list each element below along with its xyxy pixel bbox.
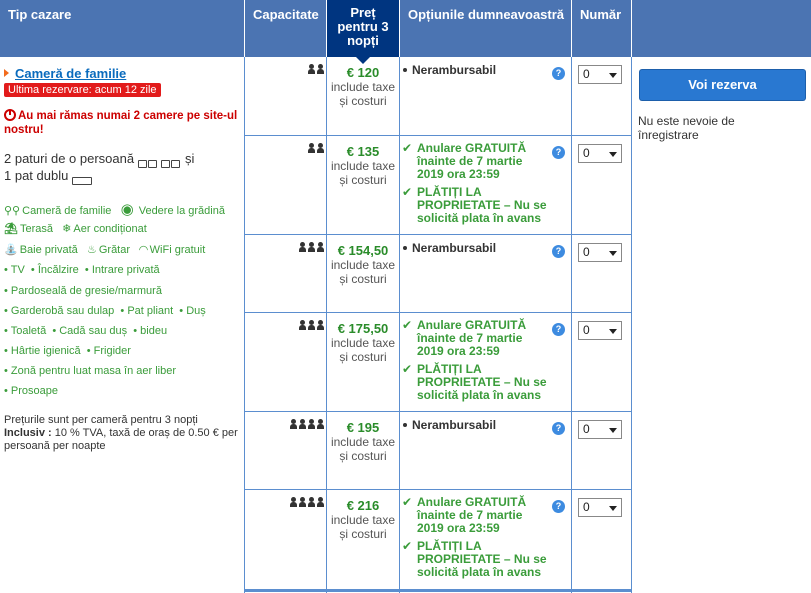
person-icon [317,419,324,428]
price-tax-note: include taxe și costuri [330,159,396,187]
help-icon[interactable]: ? [552,67,565,80]
options-cell [402,63,552,77]
check-icon: ✔ [402,185,413,199]
feature-row: • Garderobă sau dulap • Pat pliant • Duș [4,305,206,317]
select-value: 0 [583,146,590,160]
beds-double-text: 1 pat dublu [4,168,69,183]
pay-at-property-text: PLĂTIȚI LA PROPRIETATE – Nu se solicită plata în avans [417,185,547,225]
double-bed-icon [72,172,93,182]
feature-row: • Hârtie igienică • Frigider [4,345,131,357]
price-cell [327,420,399,463]
check-icon: ✔ [402,318,413,332]
option-pay-at-property [402,363,552,402]
capacity-icons [297,320,324,329]
options-cell [402,319,552,407]
option-free-cancellation [402,496,552,535]
price-tax-note: include taxe și costuri [330,258,396,286]
feature-row: • Zonă pentru luat masa în aer liber [4,365,177,377]
price-amount: € 195 [346,420,380,435]
no-registration-note: Nu este nevoie de înregistrare [638,114,735,142]
grill-icon: ♨ [86,244,97,256]
feature-wifi: WiFi gratuit [149,244,206,256]
price-amount: € 135 [346,144,380,159]
check-icon: ✔ [402,141,413,155]
price-cell [327,498,399,541]
feature-outdoor-dining: Zonă pentru luat masa în aer liber [10,365,177,377]
person-icon [290,419,297,428]
person-icon [299,419,306,428]
table-row [245,313,631,412]
select-value: 0 [583,422,590,436]
feature-terrace: Terasă [19,223,53,235]
option-nonrefundable: Nerambursabil [402,418,552,432]
help-icon[interactable]: ? [552,323,565,336]
room-name-link[interactable] [4,66,126,81]
person-icon [308,64,315,73]
feature-grill: Grătar [98,244,131,256]
price-amount: € 154,50 [337,243,389,258]
feature-heating: Încălzire [37,264,79,276]
pricing-note-text: Prețurile sunt per cameră pentru 3 nopți [4,414,198,426]
person-icon [308,419,315,428]
reserve-button[interactable]: Voi rezerva [640,70,805,100]
header-spacer [632,0,811,57]
header-capacitate: Capacitate [245,0,326,57]
room-count-select[interactable] [578,243,622,262]
caret-right-icon [4,69,9,77]
chevron-down-icon [609,428,617,433]
table-row [245,490,631,589]
person-icon [317,242,324,251]
room-count-select[interactable] [578,420,622,439]
option-pay-at-property [402,186,552,225]
snowflake-icon: ❄ [62,223,72,235]
bath-icon: ⛲ [4,244,18,256]
clock-icon [4,109,16,121]
feature-row: • TV • Încălzire • Intrare privată [4,264,160,276]
chevron-down-icon [609,152,617,157]
person-icon [290,497,297,506]
price-tax-note: include taxe și costuri [330,435,396,463]
price-cell [327,243,399,286]
bed-configuration [4,150,194,184]
table-bottom-border [245,589,631,592]
table-row [245,57,631,136]
room-count-select[interactable] [578,65,622,84]
header-numar: Număr [572,0,631,57]
price-cell [327,144,399,187]
free-cancel-text: Anulare GRATUITĂ înainte de 7 martie 2019 ora 23:59 [417,495,527,535]
person-icon [317,320,324,329]
table-row [245,235,631,313]
header-pret[interactable]: Preț pentru 3 nopți [327,0,399,57]
column-divider [631,57,632,593]
capacity-icons [288,497,324,506]
price-cell [327,321,399,364]
feature-wardrobe: Garderobă sau dulap [10,305,115,317]
option-nonrefundable: Nerambursabil [402,241,552,255]
check-icon: ✔ [402,495,413,509]
table-row [245,412,631,490]
single-bed-icon [138,155,158,165]
pricing-note [4,414,240,453]
feature-shower: Duș [186,305,206,317]
capacity-icons [288,419,324,428]
family-icon: ⚲⚲ [4,205,21,217]
person-icon [299,320,306,329]
beds-single-text: 2 paturi de o persoană [4,151,135,166]
last-reservation-badge: Ultima rezervare: acum 12 zile [4,83,161,97]
free-cancel-text: Anulare GRATUITĂ înainte de 7 martie 2019 ora 23:59 [417,141,527,181]
feature-bidet: bideu [140,325,168,337]
capacity-icons [306,143,324,152]
room-name[interactable]: Cameră de familie [15,66,127,81]
inclusive-text: 10 % TVA, taxă de oraș de 0.50 € per persoană per noapte [4,427,238,452]
room-count-select[interactable] [578,498,622,517]
feature-ac: Aer condiționat [73,223,147,235]
table-row [245,136,631,235]
chevron-down-icon [609,73,617,78]
price-tax-note: include taxe și costuri [330,80,396,108]
eye-icon: ◉ [120,201,134,218]
option-nonrefundable: Nerambursabil [402,63,552,77]
free-cancel-text: Anulare GRATUITĂ înainte de 7 martie 2019 ora 23:59 [417,318,527,358]
help-icon[interactable]: ? [552,245,565,258]
person-icon [308,242,315,251]
option-pay-at-property [402,540,552,579]
check-icon: ✔ [402,539,413,553]
scarcity-message [4,109,242,137]
person-icon [308,320,315,329]
select-value: 0 [583,245,590,259]
pay-at-property-text: PLĂTIȚI LA PROPRIETATE – Nu se solicită plata în avans [417,362,547,402]
price-amount: € 120 [346,65,380,80]
terrace-icon: ⛱ [4,223,18,235]
price-tax-note: include taxe și costuri [330,336,396,364]
header-optiuni: Opțiunile dumneavoastră [400,0,571,57]
select-value: 0 [583,500,590,514]
beds-and-text: și [184,151,195,166]
feature-private-entrance: Intrare privată [91,264,160,276]
check-icon: ✔ [402,362,413,376]
price-amount: € 216 [346,498,380,513]
feature-family-room: Cameră de familie [22,205,112,217]
pay-at-property-text: PLĂTIȚI LA PROPRIETATE – Nu se solicită plata în avans [417,539,547,579]
feature-sofa-bed: Pat pliant [127,305,174,317]
options-cell [402,142,552,230]
feature-fridge: Frigider [93,345,131,357]
select-value: 0 [583,67,590,81]
feature-toilet: Toaletă [10,325,47,337]
feature-bath-or-shower: Cadă sau duș [59,325,128,337]
chevron-down-icon [609,329,617,334]
feature-row: • Toaletă • Cadă sau duș • bideu [4,325,168,337]
feature-row [4,243,205,256]
price-tax-note: include taxe și costuri [330,513,396,541]
chevron-down-icon [609,251,617,256]
chevron-down-icon [609,506,617,511]
price-amount: € 175,50 [337,321,389,336]
help-icon[interactable]: ? [552,500,565,513]
feature-private-bath: Baie privată [19,244,78,256]
price-cell [327,65,399,108]
options-cell [402,496,552,584]
scarcity-text: Au mai rămas numai 2 camere pe site-ul nostru! [4,110,238,136]
feature-row: • Prosoape [4,385,59,397]
inclusive-label: Inclusiv : [4,427,52,439]
person-icon [317,64,324,73]
feature-towels: Prosoape [10,385,59,397]
person-icon [317,497,324,506]
room-count-select[interactable] [578,321,622,340]
person-icon [308,497,315,506]
feature-tile-floor: Pardoseală de gresie/marmură [10,285,162,297]
room-count-select[interactable] [578,144,622,163]
wifi-icon: ◠ [139,244,148,256]
option-free-cancellation [402,319,552,358]
capacity-icons [297,242,324,251]
person-icon [299,497,306,506]
options-cell [402,241,552,255]
feature-row [4,222,147,235]
feature-toilet-paper: Hârtie igienică [10,345,81,357]
feature-garden-view: Vedere la grădină [138,205,225,217]
help-icon[interactable]: ? [552,146,565,159]
feature-row: • Pardoseală de gresie/marmură [4,285,162,297]
option-free-cancellation [402,142,552,181]
capacity-icons [306,64,324,73]
header-tip-cazare: Tip cazare [0,0,244,57]
options-cell [402,418,552,432]
feature-row [4,200,225,218]
select-value: 0 [583,323,590,337]
person-icon [299,242,306,251]
person-icon [317,143,324,152]
single-bed-icon [161,155,181,165]
feature-tv: TV [10,264,25,276]
help-icon[interactable]: ? [552,422,565,435]
person-icon [308,143,315,152]
